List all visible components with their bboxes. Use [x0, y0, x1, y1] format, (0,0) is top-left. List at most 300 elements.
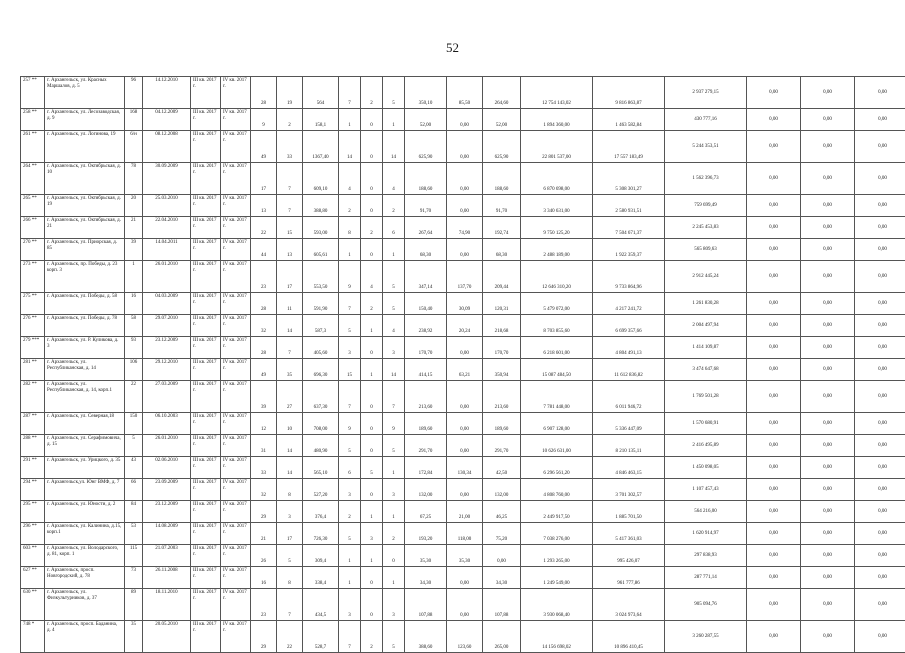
rooms-total-cell: 9: [339, 413, 361, 435]
residents-count-cell: 13: [251, 195, 277, 217]
rooms-municipal-cell: 1: [383, 567, 405, 589]
rooms-total-cell: 3: [339, 337, 361, 359]
cost-region-cell: 1 620 914,97: [665, 523, 747, 545]
total-area-cell: 587,3: [303, 315, 339, 337]
start-quarter-cell: III кв. 2017 г.: [191, 359, 221, 381]
address-cell: г. Архангельск,ул. Юнг ВМФ, д. 7: [45, 479, 125, 501]
cost-fund-cell: 5 308 301,27: [593, 163, 665, 195]
area-owned-cell: 85,50: [447, 77, 483, 109]
cost-total-cell: 8 703 855,60: [521, 315, 593, 337]
cost-extra-cell: 0,00: [855, 479, 905, 501]
cost-fund-cell: 11 612 836,82: [593, 359, 665, 381]
cost-fund-cell: 5 336 447,09: [593, 413, 665, 435]
rooms-municipal-cell: 4: [383, 315, 405, 337]
resettled-count-cell: 13: [277, 239, 303, 261]
doc-number-cell: 84: [125, 501, 143, 523]
row-id-cell: 295 **: [21, 501, 45, 523]
cost-region-cell: 3 260 287,55: [665, 621, 747, 653]
rooms-total-cell: 9: [339, 261, 361, 293]
area-owned-cell: 137,70: [447, 261, 483, 293]
area-owned-cell: 21,00: [447, 501, 483, 523]
area-municipal-cell: 46,25: [483, 501, 521, 523]
area-municipal-cell: 350,94: [483, 359, 521, 381]
start-quarter-cell: III кв. 2017 г.: [191, 131, 221, 163]
cost-extra-cell: 0,00: [855, 457, 905, 479]
rooms-municipal-cell: 3: [383, 589, 405, 621]
area-owned-cell: 35,30: [447, 545, 483, 567]
cost-total-cell: 4 808 760,00: [521, 479, 593, 501]
area-municipal-cell: 107,88: [483, 589, 521, 621]
area-owned-cell: 130,34: [447, 457, 483, 479]
end-quarter-cell: IV кв. 2017 г.: [221, 109, 251, 131]
area-total-cell: 172,84: [405, 457, 447, 479]
doc-number-cell: 22: [125, 381, 143, 413]
doc-number-cell: 35: [125, 621, 143, 653]
cost-other-cell: 0,00: [801, 217, 855, 239]
start-quarter-cell: III кв. 2017 г.: [191, 261, 221, 293]
area-owned-cell: 30,09: [447, 293, 483, 315]
area-total-cell: 388,60: [405, 621, 447, 653]
cost-extra-cell: 0,00: [855, 413, 905, 435]
area-owned-cell: 20,24: [447, 315, 483, 337]
rooms-total-cell: 1: [339, 109, 361, 131]
start-quarter-cell: III кв. 2017 г.: [191, 545, 221, 567]
table-row: [21, 457, 905, 479]
cost-total-cell: 6 296 561,20: [521, 457, 593, 479]
cost-fund-cell: 961 777,86: [593, 567, 665, 589]
resettled-count-cell: 10: [277, 413, 303, 435]
cost-total-cell: 12 754 143,02: [521, 77, 593, 109]
resettled-count-cell: 7: [277, 589, 303, 621]
row-id-cell: 265 **: [21, 195, 45, 217]
row-id-cell: 627 **: [21, 567, 45, 589]
table-row: [21, 381, 905, 413]
total-area-cell: 480,90: [303, 435, 339, 457]
cost-local-cell: 0,00: [747, 413, 801, 435]
doc-date-cell: 23.12.2009: [143, 337, 191, 359]
table-row: [21, 501, 905, 523]
rooms-owned-cell: 0: [361, 567, 383, 589]
doc-date-cell: 20.05.2010: [143, 621, 191, 653]
doc-date-cell: 04.03.2009: [143, 293, 191, 315]
cost-total-cell: 9 750 125,20: [521, 217, 593, 239]
start-quarter-cell: III кв. 2017 г.: [191, 567, 221, 589]
rooms-total-cell: 2: [339, 501, 361, 523]
doc-number-cell: 53: [125, 523, 143, 545]
cost-extra-cell: 0,00: [855, 589, 905, 621]
resettled-count-cell: 15: [277, 217, 303, 239]
cost-extra-cell: 0,00: [855, 77, 905, 109]
area-owned-cell: 0,00: [447, 413, 483, 435]
cost-region-cell: 287 771,14: [665, 567, 747, 589]
cost-total-cell: 14 156 698,02: [521, 621, 593, 653]
rooms-owned-cell: 4: [361, 261, 383, 293]
rooms-total-cell: 7: [339, 621, 361, 653]
table-row: [21, 567, 905, 589]
area-total-cell: 34,30: [405, 567, 447, 589]
area-total-cell: 132,00: [405, 479, 447, 501]
cost-total-cell: 22 801 537,00: [521, 131, 593, 163]
start-quarter-cell: III кв. 2017 г.: [191, 217, 221, 239]
cost-region-cell: 905 094,76: [665, 589, 747, 621]
total-area-cell: 309,4: [303, 545, 339, 567]
address-cell: г. Архангельск, ул. Р. Куликова, д. 3: [45, 337, 125, 359]
cost-other-cell: 0,00: [801, 479, 855, 501]
address-cell: г. Архангельск, ул. Приорская, д. 85: [45, 239, 125, 261]
rooms-owned-cell: 0: [361, 109, 383, 131]
resettled-count-cell: 8: [277, 479, 303, 501]
doc-date-cell: 30.09.2009: [143, 163, 191, 195]
table-row: [21, 359, 905, 381]
area-municipal-cell: 213,60: [483, 381, 521, 413]
area-owned-cell: 63,21: [447, 359, 483, 381]
cost-local-cell: 0,00: [747, 315, 801, 337]
area-total-cell: 67,25: [405, 501, 447, 523]
area-owned-cell: 0,00: [447, 589, 483, 621]
cost-extra-cell: 0,00: [855, 261, 905, 293]
resettled-count-cell: 35: [277, 359, 303, 381]
cost-fund-cell: 3 024 973,64: [593, 589, 665, 621]
doc-number-cell: 39: [125, 239, 143, 261]
address-cell: г. Архангельск, ул. Логинова, 19: [45, 131, 125, 163]
table-row: [21, 217, 905, 239]
table-row: [21, 479, 905, 501]
cost-local-cell: 0,00: [747, 381, 801, 413]
cost-local-cell: 0,00: [747, 217, 801, 239]
row-id-cell: 296 **: [21, 523, 45, 545]
cost-region-cell: 1 107 457,43: [665, 479, 747, 501]
cost-total-cell: 10 626 631,00: [521, 435, 593, 457]
cost-other-cell: 0,00: [801, 77, 855, 109]
cost-extra-cell: 0,00: [855, 621, 905, 653]
table-row: [21, 163, 905, 195]
end-quarter-cell: IV кв. 2017 г.: [221, 77, 251, 109]
rooms-total-cell: 5: [339, 315, 361, 337]
table-row: [21, 545, 905, 567]
rooms-municipal-cell: 5: [383, 293, 405, 315]
rooms-total-cell: 1: [339, 239, 361, 261]
cost-fund-cell: 6 699 357,66: [593, 315, 665, 337]
area-total-cell: 35,30: [405, 545, 447, 567]
residents-count-cell: 23: [251, 589, 277, 621]
doc-number-cell: 6/н: [125, 131, 143, 163]
cost-total-cell: 2 488 189,00: [521, 239, 593, 261]
rooms-owned-cell: 1: [361, 501, 383, 523]
row-id-cell: 281 **: [21, 359, 45, 381]
rooms-municipal-cell: 5: [383, 77, 405, 109]
cost-other-cell: 0,00: [801, 359, 855, 381]
cost-other-cell: 0,00: [801, 621, 855, 653]
cost-local-cell: 0,00: [747, 589, 801, 621]
residents-count-cell: 39: [251, 381, 277, 413]
start-quarter-cell: III кв. 2017 г.: [191, 315, 221, 337]
total-area-cell: 553,50: [303, 261, 339, 293]
start-quarter-cell: III кв. 2017 г.: [191, 239, 221, 261]
cost-other-cell: 0,00: [801, 381, 855, 413]
doc-number-cell: 115: [125, 545, 143, 567]
residents-count-cell: 21: [251, 523, 277, 545]
cost-total-cell: 15 087 484,50: [521, 359, 593, 381]
cost-region-cell: 3 474 647,68: [665, 359, 747, 381]
table-row: [21, 195, 905, 217]
area-total-cell: 625,90: [405, 131, 447, 163]
address-cell: г. Архангельск, ул. Республиканская, д. 14: [45, 359, 125, 381]
address-cell: г. Архангельск, ул. Калинина, д.15, корп.1: [45, 523, 125, 545]
cost-other-cell: 0,00: [801, 109, 855, 131]
address-cell: г. Архангельск, ул. Юности, д. 2: [45, 501, 125, 523]
rooms-owned-cell: 0: [361, 131, 383, 163]
total-area-cell: 376,4: [303, 501, 339, 523]
row-id-cell: 291 **: [21, 457, 45, 479]
end-quarter-cell: IV кв. 2017 г.: [221, 359, 251, 381]
cost-region-cell: 5 244 353,51: [665, 131, 747, 163]
resettled-count-cell: 17: [277, 261, 303, 293]
area-total-cell: 238,92: [405, 315, 447, 337]
address-cell: г. Архангельск, пр. Победы, д. 23 корп. 3: [45, 261, 125, 293]
row-id-cell: 282 **: [21, 381, 45, 413]
end-quarter-cell: IV кв. 2017 г.: [221, 337, 251, 359]
residents-count-cell: 23: [251, 261, 277, 293]
cost-other-cell: 0,00: [801, 337, 855, 359]
residents-count-cell: 26: [251, 545, 277, 567]
rooms-owned-cell: 1: [361, 545, 383, 567]
area-owned-cell: 0,00: [447, 131, 483, 163]
total-area-cell: 609,10: [303, 163, 339, 195]
rooms-municipal-cell: 1: [383, 109, 405, 131]
cost-region-cell: 759 699,49: [665, 195, 747, 217]
total-area-cell: 564: [303, 77, 339, 109]
area-municipal-cell: 75,20: [483, 523, 521, 545]
cost-fund-cell: 4 846 463,15: [593, 457, 665, 479]
doc-number-cell: 89: [125, 589, 143, 621]
total-area-cell: 405,60: [303, 337, 339, 359]
area-owned-cell: 118,00: [447, 523, 483, 545]
total-area-cell: 527,20: [303, 479, 339, 501]
cost-local-cell: 0,00: [747, 457, 801, 479]
table-row: [21, 261, 905, 293]
residents-count-cell: 49: [251, 131, 277, 163]
cost-other-cell: 0,00: [801, 435, 855, 457]
rooms-municipal-cell: 5: [383, 435, 405, 457]
table-row: [21, 315, 905, 337]
doc-number-cell: 96: [125, 77, 143, 109]
doc-date-cell: 25.03.2010: [143, 195, 191, 217]
address-cell: г. Архангельск, ул. Лесозаводская, д. 9: [45, 109, 125, 131]
end-quarter-cell: IV кв. 2017 г.: [221, 435, 251, 457]
area-owned-cell: 0,00: [447, 435, 483, 457]
cost-local-cell: 0,00: [747, 359, 801, 381]
cost-fund-cell: 995 426,07: [593, 545, 665, 567]
cost-local-cell: 0,00: [747, 621, 801, 653]
rooms-municipal-cell: 2: [383, 195, 405, 217]
cost-region-cell: 2 416 495,89: [665, 435, 747, 457]
doc-date-cell: 23.12.2009: [143, 501, 191, 523]
cost-fund-cell: 9 733 864,96: [593, 261, 665, 293]
cost-extra-cell: 0,00: [855, 523, 905, 545]
start-quarter-cell: III кв. 2017 г.: [191, 195, 221, 217]
rooms-owned-cell: 5: [361, 457, 383, 479]
rooms-municipal-cell: 1: [383, 457, 405, 479]
area-total-cell: 291,70: [405, 435, 447, 457]
cost-local-cell: 0,00: [747, 239, 801, 261]
cost-region-cell: 1 570 680,91: [665, 413, 747, 435]
start-quarter-cell: III кв. 2017 г.: [191, 479, 221, 501]
rooms-total-cell: 1: [339, 567, 361, 589]
cost-total-cell: 1 249 549,00: [521, 567, 593, 589]
doc-date-cell: 27.03.2009: [143, 381, 191, 413]
address-cell: г. Архангельск, ул. Республиканская, д. 14, корп.1: [45, 381, 125, 413]
address-cell: г. Архангельск, ул. Победы, д. 58: [45, 293, 125, 315]
doc-date-cell: 14.04.2011: [143, 239, 191, 261]
cost-extra-cell: 0,00: [855, 217, 905, 239]
doc-number-cell: 106: [125, 359, 143, 381]
residents-count-cell: 12: [251, 413, 277, 435]
address-cell: г. Архангельск, ул. Красных Маршалов, д. 5: [45, 77, 125, 109]
start-quarter-cell: III кв. 2017 г.: [191, 501, 221, 523]
doc-date-cell: 04.12.2009: [143, 109, 191, 131]
resettled-count-cell: 3: [277, 501, 303, 523]
cost-local-cell: 0,00: [747, 261, 801, 293]
start-quarter-cell: III кв. 2017 г.: [191, 77, 221, 109]
doc-date-cell: 06.10.2003: [143, 413, 191, 435]
cost-fund-cell: 3 701 302,57: [593, 479, 665, 501]
page-number: 52: [0, 40, 905, 56]
row-id-cell: 264 **: [21, 163, 45, 195]
row-id-cell: 748 *: [21, 621, 45, 653]
cost-extra-cell: 0,00: [855, 195, 905, 217]
rooms-total-cell: 3: [339, 589, 361, 621]
row-id-cell: 288 **: [21, 435, 45, 457]
resettled-count-cell: 17: [277, 523, 303, 545]
total-area-cell: 565,10: [303, 457, 339, 479]
row-id-cell: 276 **: [21, 315, 45, 337]
area-total-cell: 68,30: [405, 239, 447, 261]
start-quarter-cell: III кв. 2017 г.: [191, 523, 221, 545]
doc-number-cell: 20: [125, 195, 143, 217]
cost-total-cell: 6 870 698,00: [521, 163, 593, 195]
cost-fund-cell: 4 804 491,13: [593, 337, 665, 359]
total-area-cell: 388,80: [303, 195, 339, 217]
doc-date-cell: 02.06.2010: [143, 457, 191, 479]
doc-number-cell: 58: [125, 315, 143, 337]
total-area-cell: 434,5: [303, 589, 339, 621]
residents-count-cell: 31: [251, 435, 277, 457]
table-row: [21, 589, 905, 621]
rooms-owned-cell: 3: [361, 523, 383, 545]
cost-other-cell: 0,00: [801, 293, 855, 315]
rooms-owned-cell: 0: [361, 163, 383, 195]
cost-total-cell: 6 907 128,00: [521, 413, 593, 435]
doc-number-cell: 73: [125, 567, 143, 589]
cost-other-cell: 0,00: [801, 195, 855, 217]
residents-count-cell: 44: [251, 239, 277, 261]
table-row: [21, 293, 905, 315]
cost-fund-cell: 2 580 931,51: [593, 195, 665, 217]
cost-fund-cell: 9 816 863,87: [593, 77, 665, 109]
rooms-total-cell: 7: [339, 381, 361, 413]
resettled-count-cell: 7: [277, 163, 303, 195]
area-total-cell: 188,60: [405, 163, 447, 195]
area-owned-cell: 0,00: [447, 337, 483, 359]
cost-fund-cell: 17 557 183,49: [593, 131, 665, 163]
row-id-cell: 630 **: [21, 589, 45, 621]
total-area-cell: 605,61: [303, 239, 339, 261]
area-total-cell: 52,00: [405, 109, 447, 131]
cost-other-cell: 0,00: [801, 567, 855, 589]
doc-number-cell: 168: [125, 109, 143, 131]
cost-extra-cell: 0,00: [855, 109, 905, 131]
rooms-municipal-cell: 1: [383, 501, 405, 523]
total-area-cell: 1367,40: [303, 131, 339, 163]
housing-table: [20, 76, 905, 653]
area-total-cell: 91,70: [405, 195, 447, 217]
resettled-count-cell: 22: [277, 621, 303, 653]
row-id-cell: 287 **: [21, 413, 45, 435]
rooms-owned-cell: 2: [361, 217, 383, 239]
table-row: [21, 435, 905, 457]
table-row: [21, 337, 905, 359]
resettled-count-cell: 7: [277, 337, 303, 359]
area-total-cell: 350,10: [405, 77, 447, 109]
address-cell: г. Архангельск, ул. Физкультурников, д. 37: [45, 589, 125, 621]
total-area-cell: 637,30: [303, 381, 339, 413]
doc-date-cell: 29.07.2010: [143, 315, 191, 337]
area-municipal-cell: 188,60: [483, 163, 521, 195]
residents-count-cell: 16: [251, 567, 277, 589]
doc-date-cell: 18.11.2010: [143, 589, 191, 621]
residents-count-cell: 29: [251, 621, 277, 653]
cost-local-cell: 0,00: [747, 337, 801, 359]
row-id-cell: 279 ***: [21, 337, 45, 359]
area-total-cell: 170,70: [405, 337, 447, 359]
cost-other-cell: 0,00: [801, 589, 855, 621]
table-row: [21, 621, 905, 653]
cost-total-cell: 3 930 068,40: [521, 589, 593, 621]
address-cell: г. Архангельск, ул. Северная,18: [45, 413, 125, 435]
rooms-owned-cell: 2: [361, 621, 383, 653]
start-quarter-cell: III кв. 2017 г.: [191, 293, 221, 315]
rooms-owned-cell: 1: [361, 359, 383, 381]
residents-count-cell: 28: [251, 77, 277, 109]
doc-date-cell: 26.01.2010: [143, 435, 191, 457]
end-quarter-cell: IV кв. 2017 г.: [221, 293, 251, 315]
area-owned-cell: 123,60: [447, 621, 483, 653]
doc-number-cell: 1: [125, 261, 143, 293]
cost-total-cell: 2 449 917,50: [521, 501, 593, 523]
rooms-owned-cell: 1: [361, 315, 383, 337]
cost-region-cell: 430 777,16: [665, 109, 747, 131]
rooms-total-cell: 6: [339, 457, 361, 479]
rooms-municipal-cell: 0: [383, 545, 405, 567]
rooms-municipal-cell: 2: [383, 523, 405, 545]
end-quarter-cell: IV кв. 2017 г.: [221, 131, 251, 163]
area-total-cell: 213,60: [405, 381, 447, 413]
area-municipal-cell: 218,68: [483, 315, 521, 337]
cost-fund-cell: 4 217 241,72: [593, 293, 665, 315]
start-quarter-cell: III кв. 2017 г.: [191, 457, 221, 479]
rooms-total-cell: 15: [339, 359, 361, 381]
cost-region-cell: 2 912 445,24: [665, 261, 747, 293]
rooms-owned-cell: 0: [361, 479, 383, 501]
residents-count-cell: 17: [251, 163, 277, 195]
cost-extra-cell: 0,00: [855, 163, 905, 195]
cost-region-cell: 1 414 109,87: [665, 337, 747, 359]
cost-other-cell: 0,00: [801, 457, 855, 479]
cost-extra-cell: 0,00: [855, 381, 905, 413]
cost-total-cell: 1 894 360,00: [521, 109, 593, 131]
doc-date-cell: 23.09.2009: [143, 479, 191, 501]
start-quarter-cell: III кв. 2017 г.: [191, 413, 221, 435]
